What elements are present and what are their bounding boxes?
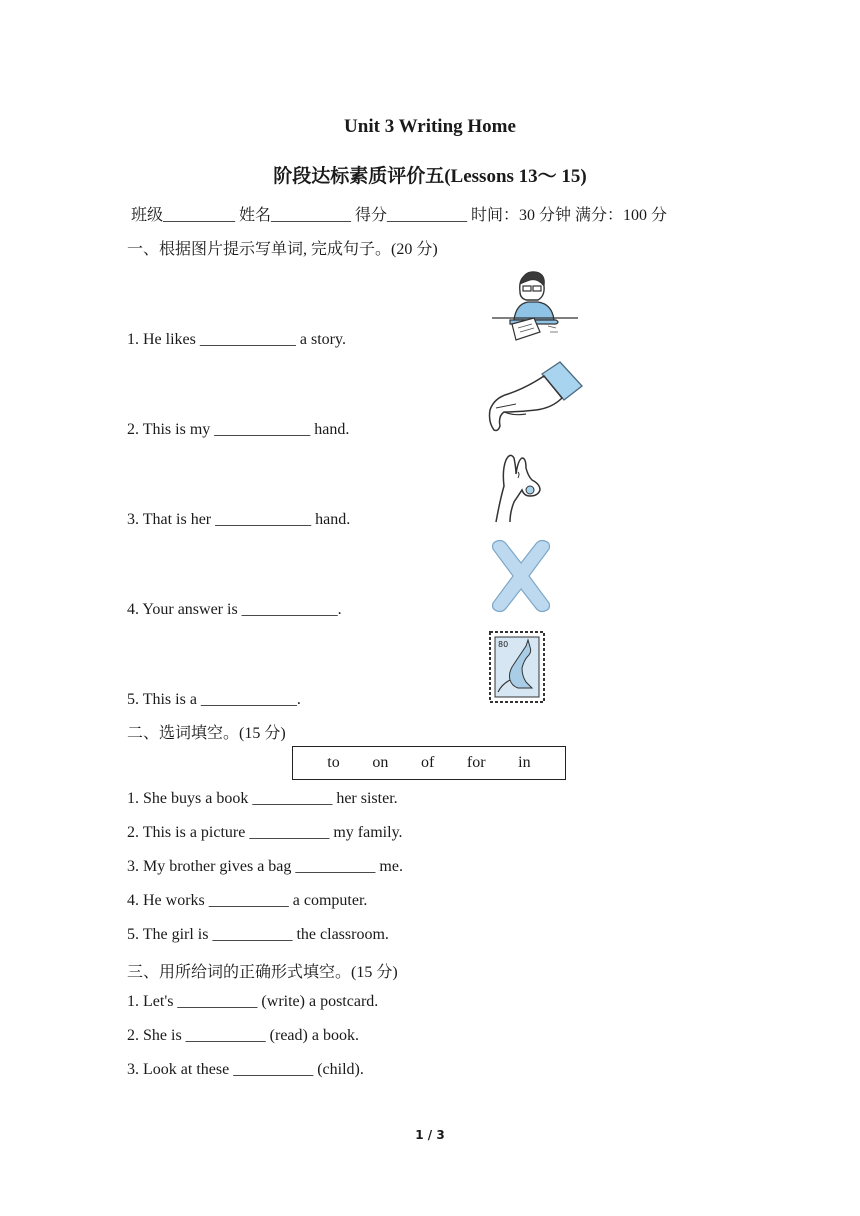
word-bank-item: to <box>327 754 340 771</box>
wrong-cross-icon <box>487 537 555 615</box>
stamp-value-label: 80 <box>498 640 509 649</box>
question-1-4: 4. Your answer is ____________. <box>127 601 342 618</box>
left-hand-icon <box>486 360 586 436</box>
question-2-4: 4. He works __________ a computer. <box>127 892 368 909</box>
word-bank-item: in <box>518 754 531 771</box>
question-3-2: 2. She is __________ (read) a book. <box>127 1027 359 1044</box>
question-2-5: 5. The girl is __________ the classroom. <box>127 926 389 943</box>
page-title: Unit 3 Writing Home <box>344 116 516 137</box>
section3-heading: 三、用所给词的正确形式填空。(15 分) <box>127 964 398 981</box>
kangaroo-stamp-icon <box>488 630 546 704</box>
question-3-1: 1. Let's __________ (write) a postcard. <box>127 993 379 1010</box>
student-info-line: 班级_________ 姓名__________ 得分__________ 时间：30 分钟 满分：100 分 <box>131 207 668 224</box>
question-1-2: 2. This is my ____________ hand. <box>127 421 350 438</box>
word-bank-item: for <box>466 754 486 771</box>
question-1-3: 3. That is her ____________ hand. <box>127 511 351 528</box>
page-number: 1 / 3 <box>415 1128 445 1142</box>
question-2-2: 2. This is a picture __________ my family. <box>127 824 403 841</box>
question-1-1: 1. He likes ____________ a story. <box>127 331 346 348</box>
section1-heading: 一、根据图片提示写单词, 完成句子。(20 分) <box>127 241 438 258</box>
boy-writing-icon <box>490 266 580 344</box>
page-subtitle: 阶段达标素质评价五(Lessons 13～ 15) <box>273 166 587 187</box>
question-1-5: 5. This is a ____________. <box>127 691 301 708</box>
word-bank-item: on <box>372 754 389 771</box>
word-bank-box <box>292 746 566 780</box>
question-2-3: 3. My brother gives a bag __________ me. <box>127 858 403 875</box>
word-bank-item: of <box>420 754 435 771</box>
question-3-3: 3. Look at these __________ (child). <box>127 1061 364 1078</box>
question-2-1: 1. She buys a book __________ her sister. <box>127 790 398 807</box>
right-hand-ok-icon <box>488 450 548 524</box>
section2-heading: 二、选词填空。(15 分) <box>127 725 286 742</box>
